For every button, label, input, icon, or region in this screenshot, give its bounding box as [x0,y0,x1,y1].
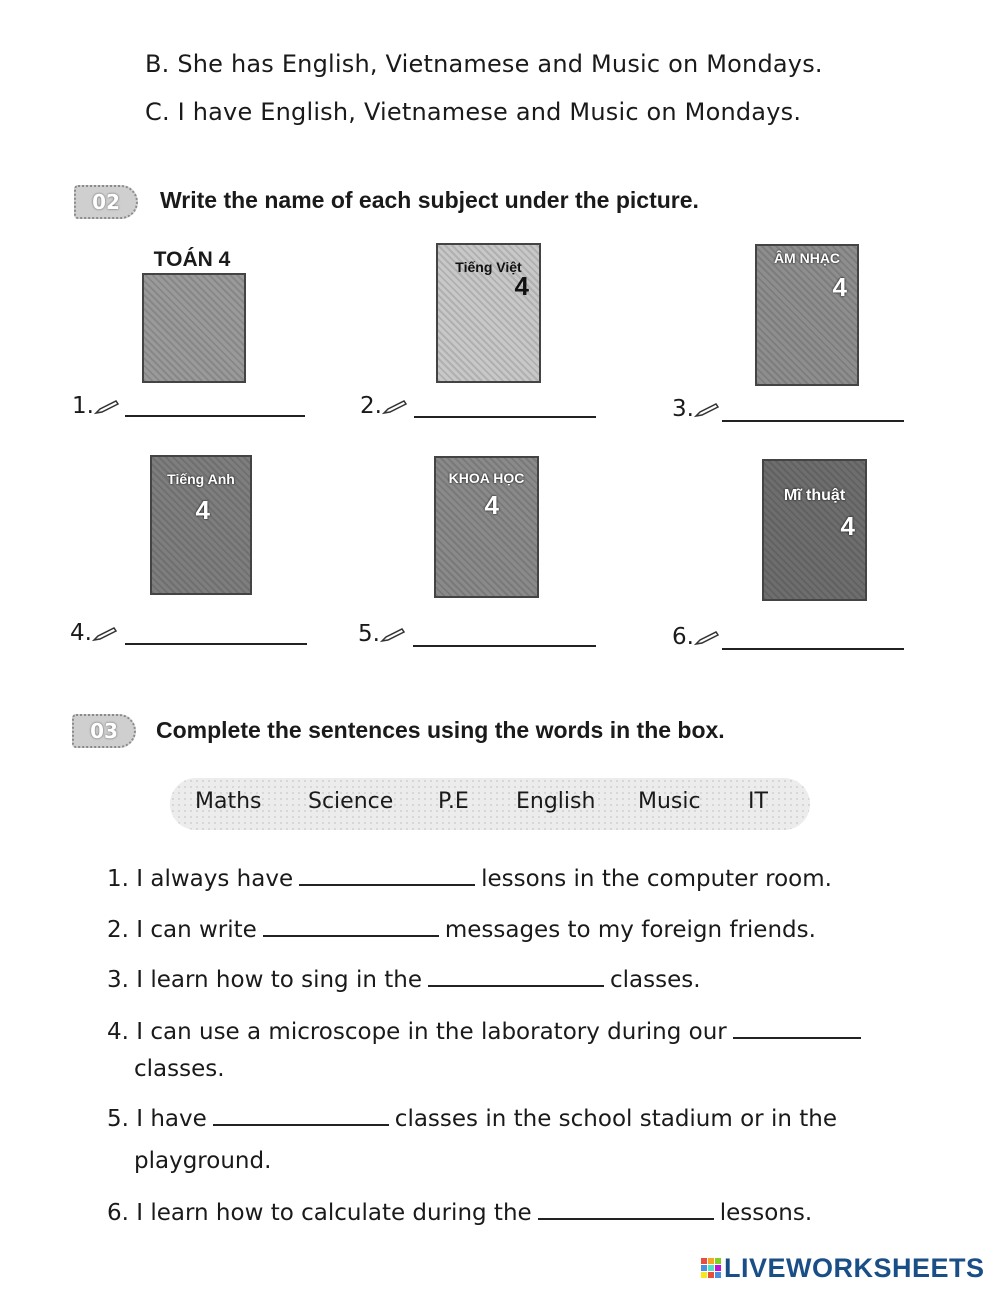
sentence-1-blank[interactable] [299,882,475,886]
pencil-icon [694,402,720,418]
answer-label-4: 4. [70,620,118,646]
answer-line-2[interactable] [414,416,596,418]
sentence-2: 2. I can write messages to my foreign friends. [107,917,816,943]
answer-label-1: 1. [72,393,120,419]
word-box-item: IT [748,789,768,814]
word-box-item: Maths [195,789,262,814]
sentence-6: 6. I learn how to calculate during the lessons. [107,1200,813,1226]
word-box-item: Science [308,789,394,814]
book-2-cover [436,243,541,383]
book-6-number: 4 [840,511,855,541]
word-box-item: English [516,789,596,814]
book-3-cover [755,244,859,386]
pencil-icon [694,630,720,646]
book-4-number: 4 [195,495,210,525]
sentence-3: 3. I learn how to sing in the classes. [107,967,701,993]
book-4-title: Tiếng Anh [167,471,235,487]
book-5-number: 4 [484,490,499,520]
option-b: B. She has English, Vietnamese and Music on Mondays. [145,50,823,78]
book-2-title: Tiếng Việt [455,259,522,275]
sentence-4-continuation: classes. [134,1056,225,1082]
answer-label-6: 6. [672,624,720,650]
section-3-badge-wrap [72,714,136,748]
word-box-item: P.E [438,789,469,814]
book-3-title: ÂM NHẠC [773,250,841,266]
word-box-item: Music [638,789,701,814]
sentence-4-blank[interactable] [733,1035,861,1039]
book-6-cover [762,459,867,601]
book-2-number: 4 [514,271,529,301]
answer-line-4[interactable] [125,643,307,645]
sentence-4: 4. I can use a microscope in the laboratory during our [107,1019,867,1045]
sentence-5-blank[interactable] [213,1122,389,1126]
section-3-badge: 03 [72,714,136,748]
sentence-1: 1. I always have lessons in the computer room. [107,866,832,892]
section-3-heading: Complete the sentences using the words in the box. [156,717,725,743]
section-2-badge-wrap [74,185,138,219]
sentence-6-blank[interactable] [538,1216,714,1220]
pencil-icon [94,399,120,415]
book-5-cover [434,456,539,598]
word-box [170,778,810,830]
liveworksheets-logo-icon [700,1257,722,1279]
liveworksheets-logo[interactable]: LIVEWORKSHEETS [700,1253,985,1284]
answer-line-6[interactable] [722,648,904,650]
answer-label-2: 2. [360,393,408,419]
sentence-5-continuation: playground. [134,1148,272,1174]
book-4-cover [150,455,252,595]
pencil-icon [92,626,118,642]
book-3-number: 4 [832,272,847,302]
pencil-icon [382,399,408,415]
pencil-icon [380,627,406,643]
section-2-badge: 02 [74,185,138,219]
answer-label-5: 5. [358,621,406,647]
sentence-5: 5. I have classes in the school stadium or in the [107,1106,837,1132]
book-6-title: Mĩ thuật [783,487,846,504]
book-1-cover [142,273,246,383]
sentence-3-blank[interactable] [428,983,604,987]
option-c: C. I have English, Vietnamese and Music on Mondays. [145,98,802,126]
book-5-title: KHOA HỌC [448,470,525,486]
answer-line-1[interactable] [125,415,305,417]
answer-line-5[interactable] [413,645,596,647]
section-2-heading: Write the name of each subject under the picture. [160,187,699,213]
sentence-2-blank[interactable] [263,933,439,937]
book-1-title: TOÁN 4 [153,248,231,271]
answer-label-3: 3. [672,396,720,422]
answer-line-3[interactable] [722,420,904,422]
